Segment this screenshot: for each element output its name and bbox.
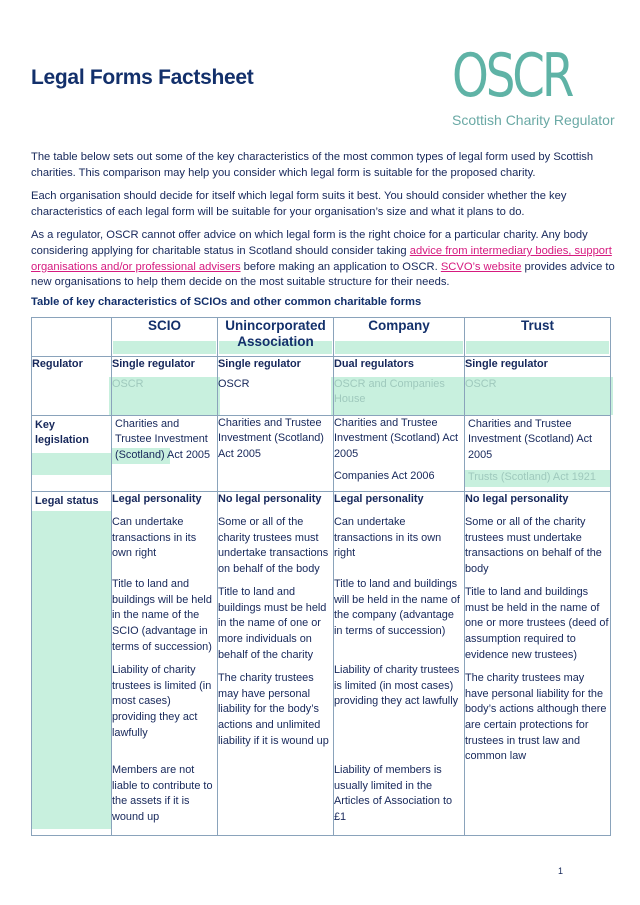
advice-intermediary-link[interactable]: advice from intermediary bodies, support organisations and/or professional advisers (31, 244, 612, 273)
row-label-legislation: Key legislation (32, 415, 112, 491)
intro-p3-text-a: As a regulator, OSCR cannot offer advice on which legal form is the right choice for a particular charity. Any body considering applying for charitable status in Scotland should consider taking (31, 229, 588, 257)
table-caption: Table of key characteristics of SCIOs and other common charitable forms (31, 296, 422, 308)
cell-legal-status-trust: No legal personality Some or all of the charity trustees must undertake transactions on behalf of the body Title to land and buildings must be held in the name of one or more trustees (deed of assumption required to evidence new trustees) The charity trustees may have personal liability for the body’s actions although there are certain protections for trustees in trust law and common law (465, 491, 611, 835)
header-empty (32, 318, 112, 357)
row-label-regulator: Regulator (32, 357, 112, 416)
cell-regulator-company: Dual regulators OSCR and Companies House (334, 357, 465, 416)
scvo-website-link[interactable]: SCVO’s website (440, 260, 522, 273)
logo-wordmark: OSCR (452, 41, 572, 111)
table-row-legal-status (32, 491, 611, 835)
intro-p3-text-c: provides advice to new organisations to help them decide on the most suitable structure for their needs. (31, 260, 615, 289)
cell-legislation-trust: Charities and Trustee Investment (Scotland) Act 2005 Trusts (Scotland) Act 1921 (465, 415, 611, 491)
header-trust: Trust (465, 318, 611, 357)
characteristics-table (31, 317, 611, 836)
page-title: Legal Forms Factsheet (31, 66, 254, 89)
cell-legal-status-company: Legal personality Can undertake transactions in its own right Title to land and buildings will be held in the name of the company (advantage in terms of succession) Liability of charity trustees is limited (in most cases) providing they act lawfully Liability of members is usually limited in the Articles of Association to £1 (334, 491, 465, 835)
header-company: Company (334, 318, 465, 357)
cell-legal-status-ua: No legal personality Some or all of the charity trustees must undertake transactions on behalf of the body Title to land and buildings must be held in the name of one or more individuals on behalf of the charity The charity trustees may have personal liability for the body’s actions and unlimited liability if it is wound up (218, 491, 334, 835)
cell-regulator-trust: Single regulator OSCR (465, 357, 611, 416)
intro-text (31, 150, 616, 299)
cell-regulator-ua: Single regulator OSCR (218, 357, 334, 416)
cell-legislation-ua: Charities and Trustee Investment (Scotland) Act 2005 (218, 415, 334, 491)
intro-paragraph-2: Each organisation should decide for itself which legal form suits it best. You should consider whether the key characteristics of each legal form will be suitable for your organisation’s size and what it plans to do. (31, 190, 567, 218)
oscr-logo (452, 41, 615, 128)
cell-legal-status-scio: Legal personality Can undertake transactions in its own right Title to land and buildings will be held in the name of the SCIO (advantage in terms of succession) Liability of charity trustees is limited (in most cases) providing they act lawfully Members are not liable to contribute to the assets if it is wound up (112, 491, 218, 835)
logo-subtitle: Scottish Charity Regulator (452, 112, 615, 128)
header-scio: SCIO (112, 318, 218, 357)
cell-regulator-scio: Single regulator OSCR (112, 357, 218, 416)
table-row-legislation (32, 415, 611, 491)
table-header-row (32, 318, 611, 357)
row-label-legal-status: Legal status (32, 491, 112, 835)
intro-p3-text-b: before making an application to OSCR. (240, 260, 441, 273)
intro-paragraph-3 (31, 228, 616, 290)
intro-paragraph-1: The table below sets out some of the key characteristics of the most common types of legal form used by Scottish charities. This comparison may help you consider which legal form is suitable for the proposed charity. (31, 151, 594, 179)
cell-legislation-company: Charities and Trustee Investment (Scotland) Act 2005 Companies Act 2006 (334, 415, 465, 491)
table-row-regulator (32, 357, 611, 416)
page-number: 1 (558, 866, 564, 876)
cell-legislation-scio: Charities and Trustee Investment (Scotland) Act 2005 (112, 415, 218, 491)
header-unincorporated-association: Unincorporated Association (218, 318, 334, 357)
